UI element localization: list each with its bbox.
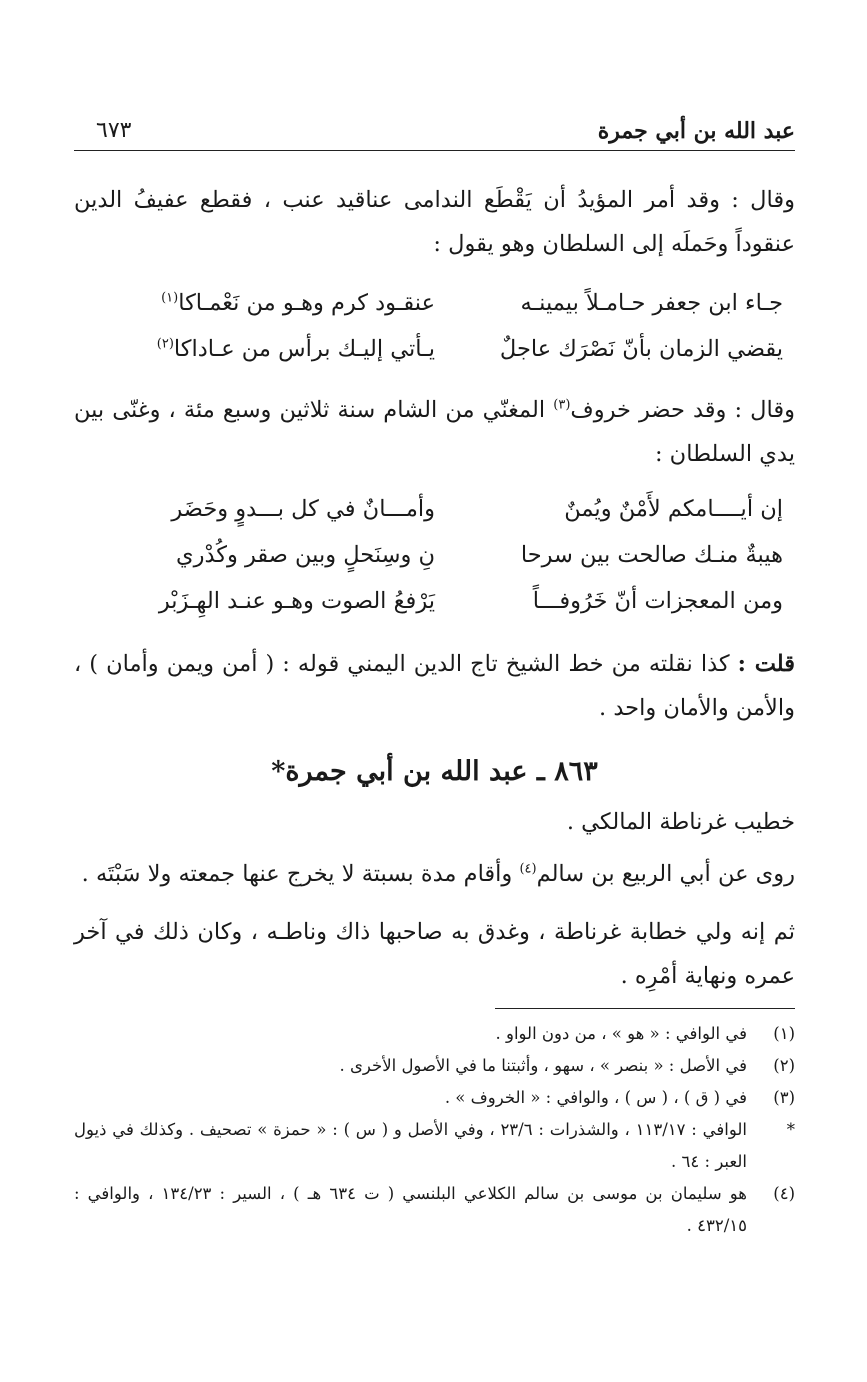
entry-heading: ٨٦٣ ـ عبد الله بن أبي جمرة* (271, 756, 598, 787)
footnote-text: الوافي : ١١٣/١٧ ، والشذرات : ٢٣/٦ ، وفي الأصل و ( س ) : « حمزة » تصحيف . وكذلك في ذيول العبر : ٦٤ . (74, 1120, 747, 1171)
paragraph-text: كذا نقلته من خط الشيخ تاج الدين اليمني قوله : ( أمن ويمن وأمان ) ، والأمن والأمان واحد . (74, 651, 795, 721)
note-label: قلت : (737, 651, 795, 677)
paragraph-text: روى عن أبي الربيع بن سالم (536, 861, 795, 887)
running-head (74, 114, 795, 151)
entry-line-narration (74, 852, 795, 896)
page-number: ٦٧٣ (96, 118, 132, 143)
footnote-text: في الأصل : « بنصر » ، سهو ، وأثبتنا ما في الأصول الأخرى . (339, 1056, 747, 1075)
verse-line (135, 578, 795, 624)
verse-first-hemistich: يقضي الزمان بأنّ نَصْرَك عاجلٌ (499, 336, 783, 362)
footnote-text: في ( ق ) ، ( س ) ، والوافي : « الخروف » . (444, 1088, 747, 1107)
footnote-mark: (١) (773, 1024, 795, 1043)
footnote-mark: (٤) (773, 1184, 795, 1203)
verse-second-hemistich: نِ وسِنَحلٍ وبين صقر وكُدْري (175, 542, 435, 568)
verse-second-hemistich (135, 326, 435, 372)
verse-line (135, 280, 795, 326)
paragraph-text: وأقام مدة بسبتة لا يخرج عنها جمعته ولا سَبْتَه . (81, 861, 520, 887)
verse-line (135, 532, 795, 578)
footnotes (74, 1018, 795, 1242)
footnote (74, 1082, 795, 1114)
footnote-ref: (١) (161, 290, 179, 306)
paragraph-note (74, 642, 795, 730)
verse-first-hemistich: إن أيــــامكم لأَمْنٌ ويُمنٌ (564, 496, 783, 522)
hemistich-text: يـأتي إليـك برأس من عـاداكا (173, 336, 435, 362)
verse-first-hemistich: جـاء ابن جعفر حـامـلاً بيمينـه (520, 290, 783, 316)
verse-second-hemistich (135, 280, 435, 326)
footnote-ref: (٣) (553, 397, 571, 413)
running-head-title: عبد الله بن أبي جمرة (597, 118, 795, 144)
footnote-mark: (٣) (773, 1088, 795, 1107)
poem-two (135, 486, 795, 624)
footnote (74, 1018, 795, 1050)
hemistich-text: عنقـود كرم وهـو من نَعْمـاكا (178, 290, 435, 316)
paragraph-kharuf (74, 388, 795, 476)
verse-first-hemistich: ومن المعجزات أنّ خَرُوفـــاً (532, 588, 783, 614)
verse-line (135, 326, 795, 372)
footnote (74, 1178, 795, 1242)
verse-second-hemistich: وأمـــانٌ في كل بـــدوٍ وحَضَر (171, 496, 435, 522)
entry-line-khitaba: ثم إنه ولي خطابة غرناطة ، وغدق به صاحبها ذاك وناطـه ، وكان ذلك في آخر عمره ونهاية أمْرِه . (74, 919, 795, 989)
verse-line (135, 486, 795, 532)
verse-second-hemistich: يَرْفعُ الصوت وهـو عنـد الهِـزَبْر (158, 588, 435, 614)
footnote-mark: * (786, 1120, 795, 1139)
paragraph-intro: وقال : وقد أمر المؤيدُ أن يَقْطَع الندامى عناقيد عنب ، فقطع عفيفُ الدين عنقوداً وحَملَه إلى السلطان وهو يقول : (74, 187, 795, 257)
paragraph-text: وقال : وقد حضر خروف (570, 397, 795, 423)
footnote-text: في الوافي : « هو » ، من دون الواو . (495, 1024, 747, 1043)
entry-line-khatib: خطيب غرناطة المالكي . (566, 809, 795, 835)
paragraph-text: المغنّي من الشام سنة ثلاثين وسبع مئة ، وغنّى بين يدي السلطان : (74, 397, 795, 467)
footnote-separator (495, 1008, 795, 1009)
footnote-text: هو سليمان بن موسى بن سالم الكلاعي البلنسي ( ت ٦٣٤ هـ ) ، السير : ١٣٤/٢٣ ، والوافي : ٤٣٢/١٥ . (74, 1184, 747, 1235)
footnote-mark: (٢) (773, 1056, 795, 1075)
footnote-ref: (٢) (156, 336, 174, 352)
poem-one (135, 280, 795, 372)
footnote (74, 1114, 795, 1178)
footnote (74, 1050, 795, 1082)
footnote-ref: (٤) (519, 861, 537, 877)
verse-first-hemistich: هيبةٌ منـك صالحت بين سرحا (520, 542, 783, 568)
